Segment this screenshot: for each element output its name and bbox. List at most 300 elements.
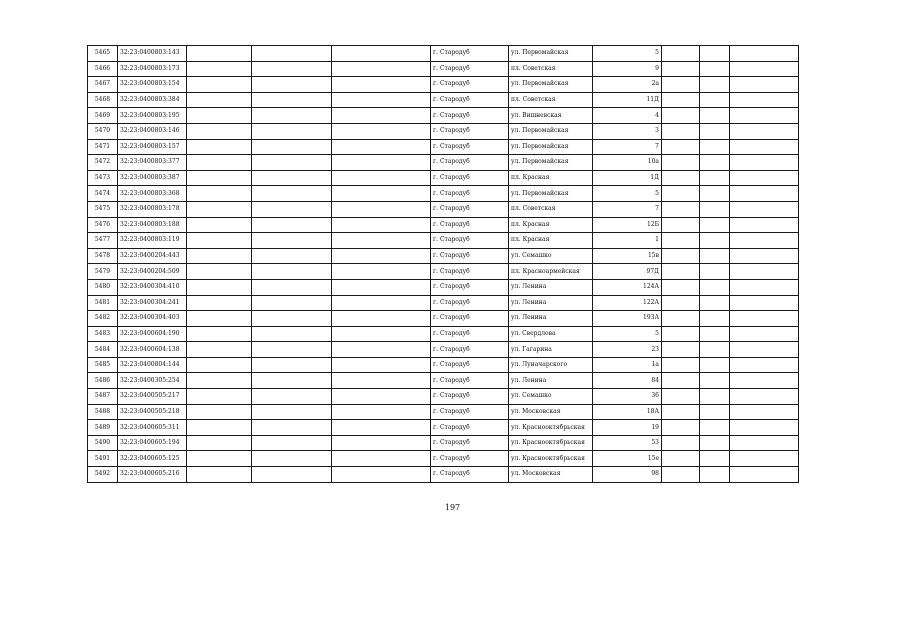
empty-cell	[332, 264, 431, 280]
empty-cell	[187, 435, 252, 451]
empty-cell	[252, 420, 332, 436]
empty-cell	[662, 108, 700, 124]
empty-cell	[332, 92, 431, 108]
empty-cell	[730, 139, 799, 155]
street-cell: ул. Первомайская	[509, 186, 593, 202]
empty-cell	[332, 326, 431, 342]
city-cell: г. Стародуб	[431, 92, 509, 108]
row-number-cell: 5487	[88, 389, 118, 405]
cadastral-number-cell: 32:23:0400604:190	[118, 326, 187, 342]
empty-cell	[700, 108, 730, 124]
empty-cell	[730, 295, 799, 311]
empty-cell	[700, 61, 730, 77]
row-number-cell: 5479	[88, 264, 118, 280]
city-cell: г. Стародуб	[431, 311, 509, 327]
table-row	[88, 373, 799, 389]
city-cell: г. Стародуб	[431, 373, 509, 389]
city-cell: г. Стародуб	[431, 201, 509, 217]
empty-cell	[662, 139, 700, 155]
empty-cell	[730, 357, 799, 373]
house-number-cell: 19	[593, 420, 662, 436]
cadastral-number-cell: 32:23:0400803:178	[118, 201, 187, 217]
empty-cell	[700, 186, 730, 202]
row-number-cell: 5486	[88, 373, 118, 389]
house-number-cell: 15е	[593, 451, 662, 467]
table-row	[88, 201, 799, 217]
table-row	[88, 389, 799, 405]
street-cell: ул. Луначарского	[509, 357, 593, 373]
empty-cell	[700, 264, 730, 280]
row-number-cell: 5470	[88, 123, 118, 139]
empty-cell	[700, 404, 730, 420]
street-cell: пл. Красноармейская	[509, 264, 593, 280]
empty-cell	[332, 217, 431, 233]
empty-cell	[252, 217, 332, 233]
empty-cell	[730, 326, 799, 342]
empty-cell	[662, 326, 700, 342]
empty-cell	[700, 389, 730, 405]
table-row	[88, 357, 799, 373]
house-number-cell: 18А	[593, 404, 662, 420]
empty-cell	[662, 420, 700, 436]
city-cell: г. Стародуб	[431, 248, 509, 264]
empty-cell	[187, 92, 252, 108]
empty-cell	[730, 155, 799, 171]
city-cell: г. Стародуб	[431, 233, 509, 249]
empty-cell	[187, 311, 252, 327]
row-number-cell: 5485	[88, 357, 118, 373]
empty-cell	[700, 467, 730, 483]
house-number-cell: 97Д	[593, 264, 662, 280]
empty-cell	[332, 155, 431, 171]
house-number-cell: 11Д	[593, 92, 662, 108]
empty-cell	[332, 451, 431, 467]
empty-cell	[252, 264, 332, 280]
empty-cell	[662, 279, 700, 295]
empty-cell	[252, 467, 332, 483]
row-number-cell: 5467	[88, 77, 118, 93]
empty-cell	[730, 201, 799, 217]
empty-cell	[730, 264, 799, 280]
empty-cell	[332, 170, 431, 186]
empty-cell	[332, 357, 431, 373]
empty-cell	[252, 295, 332, 311]
empty-cell	[700, 357, 730, 373]
empty-cell	[700, 170, 730, 186]
cadastral-number-cell: 32:23:0400803:188	[118, 217, 187, 233]
empty-cell	[730, 108, 799, 124]
street-cell: пл. Красная	[509, 217, 593, 233]
row-number-cell: 5482	[88, 311, 118, 327]
empty-cell	[332, 139, 431, 155]
empty-cell	[252, 139, 332, 155]
empty-cell	[187, 61, 252, 77]
city-cell: г. Стародуб	[431, 61, 509, 77]
cadastral-number-cell: 32:23:0400803:173	[118, 61, 187, 77]
row-number-cell: 5478	[88, 248, 118, 264]
house-number-cell: 10а	[593, 155, 662, 171]
row-number-cell: 5468	[88, 92, 118, 108]
city-cell: г. Стародуб	[431, 389, 509, 405]
empty-cell	[332, 77, 431, 93]
house-number-cell: 124А	[593, 279, 662, 295]
row-number-cell: 5490	[88, 435, 118, 451]
empty-cell	[252, 46, 332, 62]
empty-cell	[662, 295, 700, 311]
empty-cell	[662, 92, 700, 108]
empty-cell	[700, 435, 730, 451]
table-row	[88, 295, 799, 311]
row-number-cell: 5477	[88, 233, 118, 249]
cadastral-number-cell: 32:23:0400604:138	[118, 342, 187, 358]
street-cell: ул. Московская	[509, 404, 593, 420]
empty-cell	[662, 357, 700, 373]
house-number-cell: 1	[593, 233, 662, 249]
street-cell: ул. Первомайская	[509, 123, 593, 139]
city-cell: г. Стародуб	[431, 342, 509, 358]
city-cell: г. Стародуб	[431, 420, 509, 436]
table-row	[88, 108, 799, 124]
empty-cell	[332, 342, 431, 358]
empty-cell	[332, 389, 431, 405]
empty-cell	[187, 404, 252, 420]
empty-cell	[252, 373, 332, 389]
empty-cell	[332, 420, 431, 436]
table-row	[88, 248, 799, 264]
house-number-cell: 4	[593, 108, 662, 124]
empty-cell	[730, 279, 799, 295]
empty-cell	[252, 233, 332, 249]
empty-cell	[187, 155, 252, 171]
row-number-cell: 5480	[88, 279, 118, 295]
empty-cell	[662, 451, 700, 467]
registry-table	[87, 45, 799, 483]
street-cell: ул. Свердлова	[509, 326, 593, 342]
empty-cell	[187, 108, 252, 124]
empty-cell	[252, 92, 332, 108]
empty-cell	[332, 201, 431, 217]
empty-cell	[730, 435, 799, 451]
empty-cell	[662, 77, 700, 93]
empty-cell	[252, 451, 332, 467]
street-cell: ул. Семашко	[509, 248, 593, 264]
table-row	[88, 264, 799, 280]
street-cell: ул. Московская	[509, 467, 593, 483]
cadastral-number-cell: 32:23:0400803:146	[118, 123, 187, 139]
street-cell: ул. Гагарина	[509, 342, 593, 358]
empty-cell	[187, 233, 252, 249]
table-row	[88, 279, 799, 295]
house-number-cell: 122А	[593, 295, 662, 311]
house-number-cell: 98	[593, 467, 662, 483]
house-number-cell: 5	[593, 46, 662, 62]
empty-cell	[700, 201, 730, 217]
house-number-cell: 1а	[593, 357, 662, 373]
city-cell: г. Стародуб	[431, 326, 509, 342]
empty-cell	[700, 279, 730, 295]
table-row	[88, 435, 799, 451]
cadastral-number-cell: 32:23:0400803:154	[118, 77, 187, 93]
cadastral-number-cell: 32:23:0400804:144	[118, 357, 187, 373]
empty-cell	[700, 311, 730, 327]
table-row	[88, 123, 799, 139]
empty-cell	[700, 373, 730, 389]
empty-cell	[662, 248, 700, 264]
empty-cell	[730, 46, 799, 62]
empty-cell	[187, 123, 252, 139]
empty-cell	[252, 77, 332, 93]
cadastral-number-cell: 32:23:0400605:311	[118, 420, 187, 436]
house-number-cell: 23	[593, 342, 662, 358]
empty-cell	[332, 295, 431, 311]
empty-cell	[252, 389, 332, 405]
street-cell: ул. Краснооктябрьская	[509, 451, 593, 467]
house-number-cell: 3	[593, 123, 662, 139]
empty-cell	[187, 186, 252, 202]
empty-cell	[730, 420, 799, 436]
house-number-cell: 2а	[593, 77, 662, 93]
row-number-cell: 5472	[88, 155, 118, 171]
table-row	[88, 420, 799, 436]
empty-cell	[700, 139, 730, 155]
street-cell: ул. Краснооктябрьская	[509, 435, 593, 451]
empty-cell	[662, 61, 700, 77]
cadastral-number-cell: 32:23:0400803:368	[118, 186, 187, 202]
empty-cell	[252, 155, 332, 171]
street-cell: ул. Первомайская	[509, 46, 593, 62]
empty-cell	[662, 467, 700, 483]
city-cell: г. Стародуб	[431, 170, 509, 186]
street-cell: пл. Советская	[509, 92, 593, 108]
city-cell: г. Стародуб	[431, 108, 509, 124]
empty-cell	[700, 233, 730, 249]
empty-cell	[730, 217, 799, 233]
empty-cell	[730, 77, 799, 93]
row-number-cell: 5484	[88, 342, 118, 358]
empty-cell	[730, 248, 799, 264]
empty-cell	[730, 342, 799, 358]
city-cell: г. Стародуб	[431, 186, 509, 202]
city-cell: г. Стародуб	[431, 77, 509, 93]
street-cell: ул. Ленина	[509, 311, 593, 327]
row-number-cell: 5466	[88, 61, 118, 77]
street-cell: ул. Первомайская	[509, 155, 593, 171]
empty-cell	[187, 217, 252, 233]
cadastral-number-cell: 32:23:0400803:377	[118, 155, 187, 171]
house-number-cell: 5	[593, 186, 662, 202]
table-row	[88, 186, 799, 202]
table-body	[88, 46, 799, 483]
city-cell: г. Стародуб	[431, 139, 509, 155]
empty-cell	[252, 279, 332, 295]
row-number-cell: 5476	[88, 217, 118, 233]
row-number-cell: 5489	[88, 420, 118, 436]
empty-cell	[332, 404, 431, 420]
empty-cell	[730, 389, 799, 405]
table-row	[88, 217, 799, 233]
row-number-cell: 5491	[88, 451, 118, 467]
row-number-cell: 5474	[88, 186, 118, 202]
empty-cell	[187, 77, 252, 93]
empty-cell	[730, 404, 799, 420]
empty-cell	[187, 139, 252, 155]
row-number-cell: 5481	[88, 295, 118, 311]
city-cell: г. Стародуб	[431, 295, 509, 311]
empty-cell	[252, 326, 332, 342]
row-number-cell: 5471	[88, 139, 118, 155]
empty-cell	[187, 201, 252, 217]
house-number-cell: 1Д	[593, 170, 662, 186]
empty-cell	[662, 186, 700, 202]
empty-cell	[700, 295, 730, 311]
empty-cell	[332, 61, 431, 77]
empty-cell	[662, 435, 700, 451]
empty-cell	[332, 248, 431, 264]
cadastral-number-cell: 32:23:0400803:119	[118, 233, 187, 249]
empty-cell	[252, 61, 332, 77]
empty-cell	[332, 467, 431, 483]
street-cell: пл. Красная	[509, 170, 593, 186]
empty-cell	[700, 342, 730, 358]
city-cell: г. Стародуб	[431, 123, 509, 139]
city-cell: г. Стародуб	[431, 46, 509, 62]
cadastral-number-cell: 32:23:0400304:241	[118, 295, 187, 311]
empty-cell	[332, 279, 431, 295]
empty-cell	[700, 92, 730, 108]
cadastral-number-cell: 32:23:0400304:410	[118, 279, 187, 295]
table-row	[88, 170, 799, 186]
empty-cell	[332, 108, 431, 124]
cadastral-number-cell: 32:23:0400505:218	[118, 404, 187, 420]
empty-cell	[662, 264, 700, 280]
empty-cell	[187, 248, 252, 264]
cadastral-number-cell: 32:23:0400305:254	[118, 373, 187, 389]
house-number-cell: 7	[593, 201, 662, 217]
empty-cell	[187, 170, 252, 186]
table-row	[88, 404, 799, 420]
empty-cell	[332, 186, 431, 202]
street-cell: пл. Советская	[509, 61, 593, 77]
house-number-cell: 9	[593, 61, 662, 77]
empty-cell	[730, 467, 799, 483]
city-cell: г. Стародуб	[431, 404, 509, 420]
empty-cell	[700, 217, 730, 233]
empty-cell	[252, 186, 332, 202]
table-row	[88, 342, 799, 358]
cadastral-number-cell: 32:23:0400803:387	[118, 170, 187, 186]
empty-cell	[252, 404, 332, 420]
empty-cell	[187, 264, 252, 280]
house-number-cell: 36	[593, 389, 662, 405]
empty-cell	[700, 451, 730, 467]
street-cell: ул. Ленина	[509, 279, 593, 295]
house-number-cell: 5	[593, 326, 662, 342]
city-cell: г. Стародуб	[431, 357, 509, 373]
cadastral-number-cell: 32:23:0400605:216	[118, 467, 187, 483]
empty-cell	[332, 123, 431, 139]
cadastral-number-cell: 32:23:0400605:125	[118, 451, 187, 467]
table-row	[88, 61, 799, 77]
street-cell: пл. Советская	[509, 201, 593, 217]
empty-cell	[187, 46, 252, 62]
cadastral-number-cell: 32:23:0400304:403	[118, 311, 187, 327]
empty-cell	[700, 326, 730, 342]
empty-cell	[187, 295, 252, 311]
empty-cell	[730, 61, 799, 77]
table-row	[88, 326, 799, 342]
empty-cell	[332, 311, 431, 327]
empty-cell	[730, 92, 799, 108]
empty-cell	[252, 248, 332, 264]
empty-cell	[730, 233, 799, 249]
empty-cell	[252, 342, 332, 358]
empty-cell	[332, 373, 431, 389]
cadastral-number-cell: 32:23:0400204:509	[118, 264, 187, 280]
empty-cell	[700, 46, 730, 62]
row-number-cell: 5465	[88, 46, 118, 62]
empty-cell	[187, 451, 252, 467]
empty-cell	[187, 467, 252, 483]
empty-cell	[662, 201, 700, 217]
empty-cell	[187, 279, 252, 295]
house-number-cell: 15в	[593, 248, 662, 264]
empty-cell	[332, 435, 431, 451]
house-number-cell: 7	[593, 139, 662, 155]
empty-cell	[700, 155, 730, 171]
table-row	[88, 139, 799, 155]
empty-cell	[187, 342, 252, 358]
empty-cell	[700, 123, 730, 139]
row-number-cell: 5488	[88, 404, 118, 420]
empty-cell	[700, 77, 730, 93]
empty-cell	[662, 155, 700, 171]
street-cell: ул. Краснооктябрьская	[509, 420, 593, 436]
empty-cell	[252, 123, 332, 139]
street-cell: ул. Вишневская	[509, 108, 593, 124]
empty-cell	[332, 46, 431, 62]
empty-cell	[252, 170, 332, 186]
page-number: 197	[444, 503, 461, 512]
house-number-cell: 12Б	[593, 217, 662, 233]
city-cell: г. Стародуб	[431, 435, 509, 451]
city-cell: г. Стародуб	[431, 451, 509, 467]
street-cell: ул. Ленина	[509, 373, 593, 389]
table-row	[88, 77, 799, 93]
city-cell: г. Стародуб	[431, 467, 509, 483]
cadastral-number-cell: 32:23:0400803:143	[118, 46, 187, 62]
cadastral-number-cell: 32:23:0400204:443	[118, 248, 187, 264]
empty-cell	[252, 311, 332, 327]
table-row	[88, 467, 799, 483]
table-row	[88, 46, 799, 62]
cadastral-number-cell: 32:23:0400803:384	[118, 92, 187, 108]
street-cell: ул. Первомайская	[509, 139, 593, 155]
cadastral-number-cell: 32:23:0400605:194	[118, 435, 187, 451]
empty-cell	[662, 389, 700, 405]
table-row	[88, 92, 799, 108]
empty-cell	[662, 46, 700, 62]
empty-cell	[662, 404, 700, 420]
empty-cell	[662, 123, 700, 139]
street-cell: ул. Семашко	[509, 389, 593, 405]
empty-cell	[662, 170, 700, 186]
empty-cell	[730, 311, 799, 327]
row-number-cell: 5492	[88, 467, 118, 483]
city-cell: г. Стародуб	[431, 217, 509, 233]
empty-cell	[252, 201, 332, 217]
row-number-cell: 5473	[88, 170, 118, 186]
table-row	[88, 233, 799, 249]
